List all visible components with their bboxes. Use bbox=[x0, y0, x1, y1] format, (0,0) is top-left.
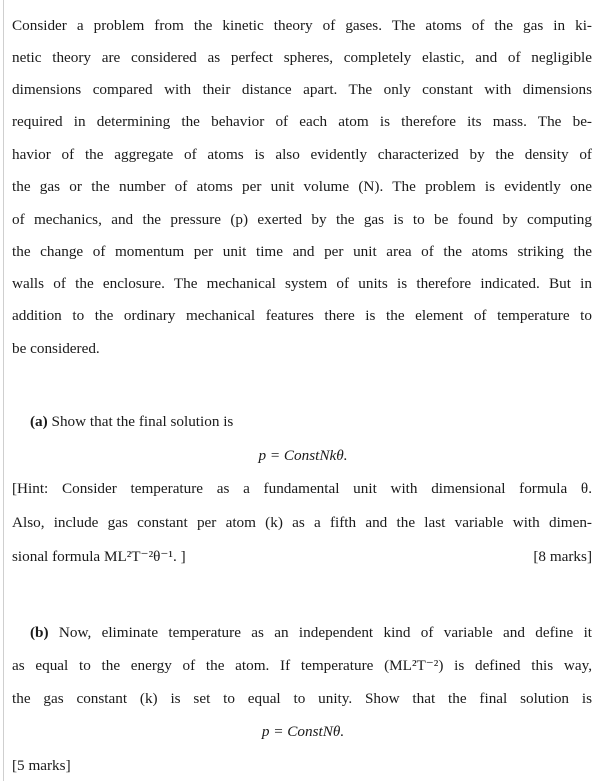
part-a-hint-line: sional formula ML²T⁻²θ⁻¹. ] bbox=[12, 548, 186, 565]
part-a-prompt-text: Show that the final solution is bbox=[51, 413, 234, 430]
part-b-line bbox=[30, 623, 592, 643]
paragraph-line: walls of the enclosure. The mechanical system of units is therefore indicated. But in bbox=[12, 275, 592, 292]
part-b-line: as equal to the energy of the atom. If temperature (ML²T⁻²) is defined this way, bbox=[12, 657, 592, 674]
part-a-hint-line: Also, include gas constant per atom (k) as a fifth and the last variable with dimen- bbox=[12, 514, 592, 531]
part-b-text: Now, eliminate temperature as an independent kind of variable and define it bbox=[58, 624, 593, 641]
paragraph-line: be considered. bbox=[12, 340, 100, 357]
paragraph-line: required in determining the behavior of each atom is therefore its mass. The be- bbox=[12, 113, 592, 130]
part-b-line: the gas constant (k) is set to equal to unity. Show that the final solution is bbox=[12, 690, 592, 707]
paragraph-line: havior of the aggregate of atoms is also evidently characterized by the density of bbox=[12, 146, 592, 163]
part-a-equation: p = ConstNkθ. bbox=[258, 447, 348, 464]
part-a-marks: [8 marks] bbox=[533, 548, 592, 565]
part-a-prompt bbox=[30, 412, 590, 432]
paragraph-line: netic theory are considered as perfect spheres, completely elastic, and of negligible bbox=[12, 49, 592, 66]
paragraph-line: the gas or the number of atoms per unit volume (N). The problem is evidently one bbox=[12, 178, 592, 195]
part-a-hint-line: [Hint: Consider temperature as a fundamental unit with dimensional formula θ. bbox=[12, 480, 592, 497]
paragraph-line: dimensions compared with their distance apart. The only constant with dimensions bbox=[12, 81, 592, 98]
paragraph-line: addition to the ordinary mechanical features there is the element of temperature to bbox=[12, 307, 592, 324]
part-b-label: (b) bbox=[30, 624, 49, 641]
part-b-equation: p = ConstNθ. bbox=[261, 723, 345, 740]
paragraph-line: the change of momentum per unit time and per unit area of the atoms striking the bbox=[12, 243, 592, 260]
part-a-label: (a) bbox=[30, 413, 48, 430]
paragraph-line: of mechanics, and the pressure (p) exerted by the gas is to be found by computing bbox=[12, 211, 592, 228]
part-b-marks: [5 marks] bbox=[12, 757, 71, 774]
left-margin-rule bbox=[3, 0, 4, 781]
paragraph-line: Consider a problem from the kinetic theory of gases. The atoms of the gas in ki- bbox=[12, 17, 592, 34]
